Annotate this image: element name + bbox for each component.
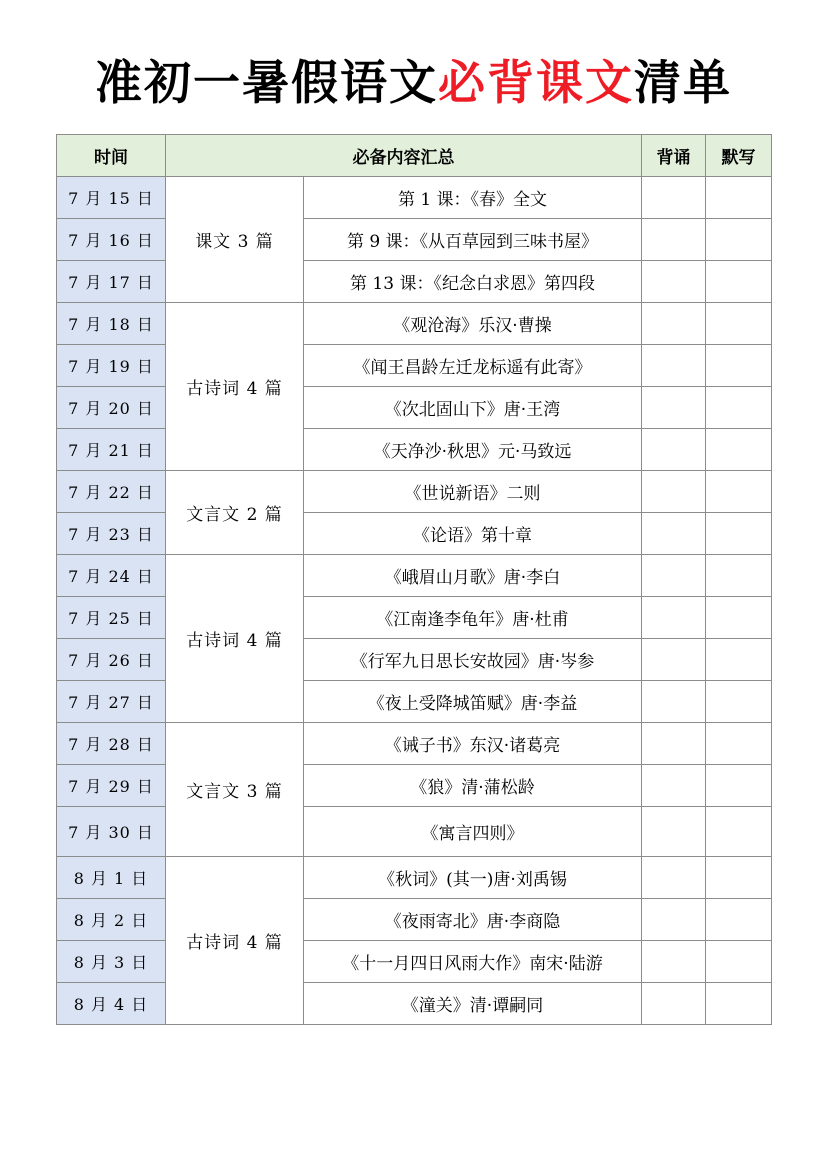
recite-checkbox-cell[interactable] xyxy=(642,681,706,723)
category-cell: 古诗词 4 篇 xyxy=(166,857,304,1025)
table-header-row xyxy=(57,135,772,177)
dictation-checkbox-cell[interactable] xyxy=(706,639,772,681)
dictation-checkbox-cell[interactable] xyxy=(706,941,772,983)
table-row xyxy=(57,983,772,1025)
recite-checkbox-cell[interactable] xyxy=(642,429,706,471)
table-row xyxy=(57,261,772,303)
date-cell: 7 月 27 日 xyxy=(57,681,166,723)
date-cell: 7 月 28 日 xyxy=(57,723,166,765)
content-cell: 《夜雨寄北》唐·李商隐 xyxy=(304,899,642,941)
recite-checkbox-cell[interactable] xyxy=(642,387,706,429)
date-cell: 7 月 30 日 xyxy=(57,807,166,857)
content-cell: 《狼》清·蒲松龄 xyxy=(304,765,642,807)
recite-checkbox-cell[interactable] xyxy=(642,471,706,513)
recite-checkbox-cell[interactable] xyxy=(642,857,706,899)
dictation-checkbox-cell[interactable] xyxy=(706,765,772,807)
content-cell: 《寓言四则》 xyxy=(304,807,642,857)
title-part1: 准初一暑假语文 xyxy=(95,56,438,111)
table-row xyxy=(57,941,772,983)
date-cell: 7 月 29 日 xyxy=(57,765,166,807)
table-row xyxy=(57,899,772,941)
dictation-checkbox-cell[interactable] xyxy=(706,983,772,1025)
date-cell: 7 月 26 日 xyxy=(57,639,166,681)
content-cell: 《江南逢李龟年》唐·杜甫 xyxy=(304,597,642,639)
content-cell: 《观沧海》乐汉·曹操 xyxy=(304,303,642,345)
category-cell: 文言文 3 篇 xyxy=(166,723,304,857)
content-cell: 《夜上受降城笛赋》唐·李益 xyxy=(304,681,642,723)
table-row xyxy=(57,807,772,857)
dictation-checkbox-cell[interactable] xyxy=(706,723,772,765)
dictation-checkbox-cell[interactable] xyxy=(706,261,772,303)
table-row xyxy=(57,597,772,639)
table-row xyxy=(57,857,772,899)
content-cell: 《峨眉山月歌》唐·李白 xyxy=(304,555,642,597)
page-title xyxy=(0,48,827,120)
dictation-checkbox-cell[interactable] xyxy=(706,429,772,471)
content-cell: 第 13 课：《纪念白求恩》第四段 xyxy=(304,261,642,303)
title-highlight: 必背课文 xyxy=(438,56,634,111)
table-row xyxy=(57,303,772,345)
recite-checkbox-cell[interactable] xyxy=(642,807,706,857)
date-cell: 8 月 3 日 xyxy=(57,941,166,983)
date-cell: 7 月 18 日 xyxy=(57,303,166,345)
study-schedule-table xyxy=(56,134,772,1025)
date-cell: 8 月 1 日 xyxy=(57,857,166,899)
dictation-checkbox-cell[interactable] xyxy=(706,471,772,513)
content-cell: 《论语》第十章 xyxy=(304,513,642,555)
title-part3: 清单 xyxy=(634,56,732,111)
recite-checkbox-cell[interactable] xyxy=(642,899,706,941)
date-cell: 7 月 17 日 xyxy=(57,261,166,303)
date-cell: 7 月 25 日 xyxy=(57,597,166,639)
date-cell: 7 月 21 日 xyxy=(57,429,166,471)
recite-checkbox-cell[interactable] xyxy=(642,513,706,555)
dictation-checkbox-cell[interactable] xyxy=(706,899,772,941)
content-cell: 《世说新语》二则 xyxy=(304,471,642,513)
content-cell: 《次北固山下》唐·王湾 xyxy=(304,387,642,429)
date-cell: 7 月 22 日 xyxy=(57,471,166,513)
dictation-checkbox-cell[interactable] xyxy=(706,807,772,857)
table-row xyxy=(57,681,772,723)
date-cell: 7 月 19 日 xyxy=(57,345,166,387)
recite-checkbox-cell[interactable] xyxy=(642,555,706,597)
date-cell: 7 月 15 日 xyxy=(57,177,166,219)
dictation-checkbox-cell[interactable] xyxy=(706,219,772,261)
content-cell: 《十一月四日风雨大作》南宋·陆游 xyxy=(304,941,642,983)
recite-checkbox-cell[interactable] xyxy=(642,303,706,345)
recite-checkbox-cell[interactable] xyxy=(642,723,706,765)
header-content: 必备内容汇总 xyxy=(166,135,642,177)
content-cell: 《天净沙·秋思》元·马致远 xyxy=(304,429,642,471)
date-cell: 7 月 20 日 xyxy=(57,387,166,429)
date-cell: 7 月 24 日 xyxy=(57,555,166,597)
date-cell: 8 月 2 日 xyxy=(57,899,166,941)
recite-checkbox-cell[interactable] xyxy=(642,765,706,807)
dictation-checkbox-cell[interactable] xyxy=(706,177,772,219)
table-row xyxy=(57,471,772,513)
dictation-checkbox-cell[interactable] xyxy=(706,681,772,723)
dictation-checkbox-cell[interactable] xyxy=(706,387,772,429)
dictation-checkbox-cell[interactable] xyxy=(706,513,772,555)
category-cell: 古诗词 4 篇 xyxy=(166,303,304,471)
content-cell: 《行军九日思长安故园》唐·岑参 xyxy=(304,639,642,681)
recite-checkbox-cell[interactable] xyxy=(642,639,706,681)
date-cell: 8 月 4 日 xyxy=(57,983,166,1025)
recite-checkbox-cell[interactable] xyxy=(642,261,706,303)
table-row xyxy=(57,723,772,765)
dictation-checkbox-cell[interactable] xyxy=(706,857,772,899)
dictation-checkbox-cell[interactable] xyxy=(706,555,772,597)
dictation-checkbox-cell[interactable] xyxy=(706,345,772,387)
table-row xyxy=(57,513,772,555)
content-cell: 第 1 课：《春》全文 xyxy=(304,177,642,219)
table-row xyxy=(57,177,772,219)
dictation-checkbox-cell[interactable] xyxy=(706,597,772,639)
category-cell: 古诗词 4 篇 xyxy=(166,555,304,723)
recite-checkbox-cell[interactable] xyxy=(642,597,706,639)
content-cell: 第 9 课：《从百草园到三味书屋》 xyxy=(304,219,642,261)
recite-checkbox-cell[interactable] xyxy=(642,345,706,387)
content-cell: 《秋词》(其一)唐·刘禹锡 xyxy=(304,857,642,899)
recite-checkbox-cell[interactable] xyxy=(642,983,706,1025)
dictation-checkbox-cell[interactable] xyxy=(706,303,772,345)
category-cell: 文言文 2 篇 xyxy=(166,471,304,555)
header-dictation: 默写 xyxy=(706,135,772,177)
table-row xyxy=(57,555,772,597)
content-cell: 《诫子书》东汉·诸葛亮 xyxy=(304,723,642,765)
table-row xyxy=(57,639,772,681)
table-row xyxy=(57,219,772,261)
table-row xyxy=(57,765,772,807)
recite-checkbox-cell[interactable] xyxy=(642,177,706,219)
date-cell: 7 月 16 日 xyxy=(57,219,166,261)
table-row xyxy=(57,345,772,387)
header-time: 时间 xyxy=(57,135,166,177)
content-cell: 《潼关》清·谭嗣同 xyxy=(304,983,642,1025)
header-recite: 背诵 xyxy=(642,135,706,177)
table-row xyxy=(57,387,772,429)
table-row xyxy=(57,429,772,471)
date-cell: 7 月 23 日 xyxy=(57,513,166,555)
content-cell: 《闻王昌龄左迁龙标遥有此寄》 xyxy=(304,345,642,387)
recite-checkbox-cell[interactable] xyxy=(642,941,706,983)
category-cell: 课文 3 篇 xyxy=(166,177,304,303)
recite-checkbox-cell[interactable] xyxy=(642,219,706,261)
